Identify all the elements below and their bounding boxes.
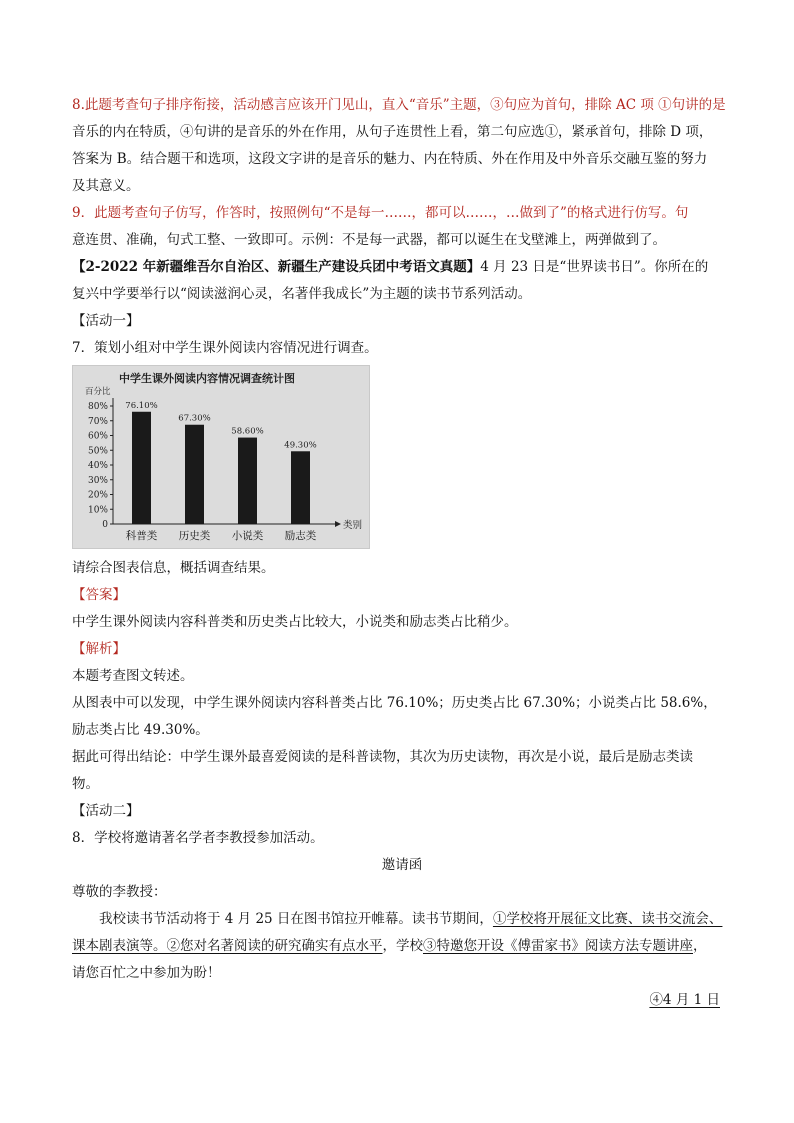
q8-explanation [72,92,732,200]
x-axis-label: 类别 [343,520,363,531]
x-category-label: 励志类 [284,530,317,542]
bar-科普类 [132,412,151,524]
bar-励志类 [291,451,310,524]
y-tick-label: 0 [102,520,108,530]
bar-chart [73,366,369,548]
y-tick-label: 50% [87,446,108,457]
y-tick-label: 10% [87,505,108,516]
letter-sentence-2: ②您对名著阅读的研究确实有点水平 [166,938,383,954]
analysis-line-2: 从图表中可以发现，中学生课外阅读内容科普类占比 76.10%；历史类占比 67.30%；小说类占比 58.6%， [72,695,717,711]
activity-1-heading: 【活动一】 [72,313,140,329]
letter-sentence-3: ③特邀您开设《傅雷家书》阅读方法专题讲座 [423,938,693,954]
intro-line-2: 复兴中学要举行以“阅读滋润心灵，名著伴我成长”为主题的读书节系列活动。 [72,286,532,302]
letter-body-line-3: 请您百忙之中参加为盼！ [72,965,221,981]
letter-body-line-2 [72,933,732,960]
bar-value-label: 76.10% [125,400,158,411]
bar-value-label: 67.30% [178,413,211,424]
source-rest: 4 月 23 日是“世界读书日”。你所在的 [480,259,709,275]
q9-line-2: 意连贯、准确，句式工整、一致即可。示例：不是每一武器，都可以诞生在戈壁滩上，两弹做到了。 [72,232,666,248]
letter-salutation: 尊敬的李教授： [72,884,167,900]
letter-body-line-1 [72,906,732,933]
q8-line-3: 答案为 B。结合题干和选项，这段文字讲的是音乐的魅力、内在特质、外在作用及中外音乐交融互鉴的努力 [72,151,708,167]
analysis-line-4: 据此可得出结论：中学生课外最喜爱阅读的是科普读物，其次为历史读物，再次是小说，最后是励志类读 [72,749,693,765]
q7-question: 7．策划小组对中学生课外阅读内容情况进行调查。 [72,340,378,356]
bar-历史类 [185,425,204,524]
y-tick-label: 20% [87,490,108,501]
answer-label: 【答案】 [72,587,126,603]
analysis-line-5: 物。 [72,776,99,792]
letter-body-2c: ，学校 [382,938,423,954]
letter-body-1a: 我校读书节活动将于 4 月 25 日在图书馆拉开帷幕。读书节期间， [99,911,493,927]
chart-title: 中学生课外阅读内容情况调查统计图 [119,372,295,385]
bar-value-label: 49.30% [284,440,317,451]
answer-text: 中学生课外阅读内容科普类和历史类占比较大，小说类和励志类占比稍少。 [72,614,518,630]
activity-2-heading: 【活动二】 [72,803,140,819]
letter-date-text: ④4 月 1 日 [649,992,720,1008]
y-tick-label: 30% [87,475,108,486]
q8-line-2: 音乐的内在特质，④句讲的是音乐的外在作用，从句子连贯性上看，第二句应选①，紧承首句，排除 D 项， [72,124,713,140]
y-tick-label: 60% [87,431,108,442]
q8-question: 8．学校将邀请著名学者李教授参加活动。 [72,830,324,846]
letter-body-2e: ， [693,938,707,954]
q7-prompt: 请综合图表信息，概括调查结果。 [72,560,275,576]
q9-line-1: 9．此题考查句子仿写，作答时，按照例句“不是每一……，都可以……，…做到了”的格式进行仿写。句 [72,205,689,221]
x-category-label: 科普类 [125,530,158,542]
x-category-label: 小说类 [231,530,264,542]
letter-title: 邀请函 [381,857,423,873]
document-page [72,92,732,1014]
source-title: 【2-2022 年新疆维吾尔自治区、新疆生产建设兵团中考语文真题】 [72,259,481,275]
x-category-label: 历史类 [178,530,211,542]
source-intro [72,254,732,281]
q9-explanation [72,200,732,254]
bar-chart-photo [72,365,370,549]
letter-date [72,987,732,1014]
y-tick-label: 70% [87,416,108,427]
letter-body-2a: 课本剧表演等。 [72,938,167,954]
y-tick-label: 80% [87,402,108,412]
y-axis-label: 百分比 [85,387,111,397]
q8-line-4: 及其意义。 [72,178,140,194]
x-axis-arrow [335,521,341,527]
letter-sentence-1: ①学校将开展征文比赛、读书交流会、 [492,911,723,927]
analysis-label: 【解析】 [72,641,126,657]
bar-value-label: 58.60% [231,426,264,437]
y-tick-label: 40% [87,461,108,471]
analysis-line-3: 励志类占比 49.30%。 [72,722,209,738]
q8-line-1: 8.此题考查句子排序衔接，活动感言应该开门见山，直入“音乐”主题，③句应为首句，排除 AC 项 ①句讲的是 [72,97,726,113]
bar-小说类 [238,438,257,524]
analysis-line-1: 本题考查图文转述。 [72,668,194,684]
